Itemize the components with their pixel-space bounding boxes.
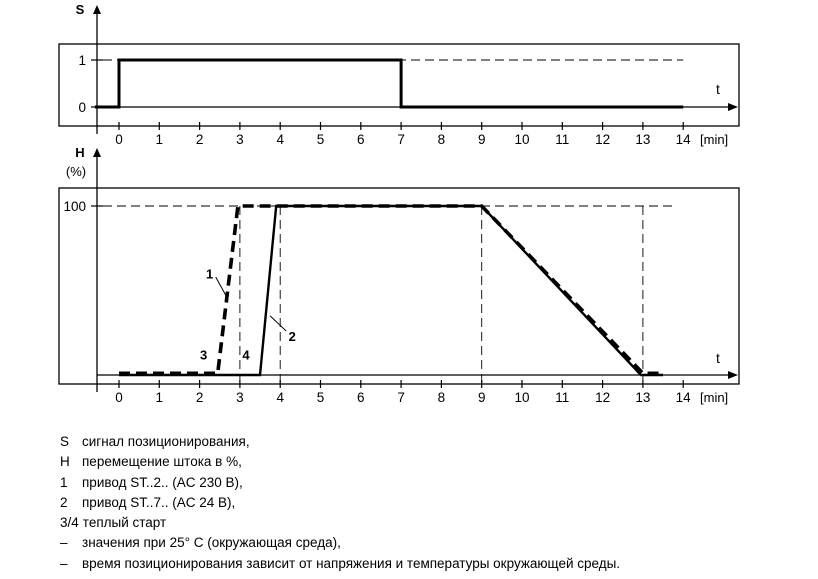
legend-row-note-1 (60, 533, 620, 553)
panel1-x-tick-label: 0 (115, 132, 123, 147)
legend-row-1 (60, 473, 620, 493)
panel2-x-tick-label: 8 (437, 390, 446, 405)
panel2-x-tick-label: 2 (195, 390, 204, 405)
legend-key: S (60, 434, 70, 449)
panel2-y-axis-arrow (93, 148, 101, 157)
panel1-x-unit: [min] (700, 132, 729, 147)
panel1-x-tick-label: 13 (635, 132, 651, 147)
legend-text: сигнал позиционирования, (82, 434, 250, 449)
legend-key: – (60, 535, 68, 551)
legend-key: 3/4 (60, 515, 79, 531)
panel2-x-label: t (716, 350, 720, 366)
panel1-x-tick-label: 12 (595, 132, 611, 147)
panel1-x-tick-label: 6 (357, 132, 365, 147)
panel2-x-tick-label: 6 (357, 390, 365, 405)
panel2-x-tick-label: 9 (477, 390, 486, 405)
legend-text: перемещение штока в %, (82, 454, 242, 470)
panel2-y-label: H (75, 145, 85, 160)
panel1-x-tick-label: 9 (477, 132, 486, 147)
legend-text: теплый старт (82, 515, 167, 531)
panel2-annotation: 3 (200, 347, 208, 363)
panel2-x-tick-label: 12 (595, 390, 611, 405)
legend (60, 432, 620, 574)
legend-text: привод ST..7.. (AC 24 В), (82, 494, 236, 510)
panel2-annotation: 1 (206, 266, 214, 282)
panel2-x-tick-label: 14 (675, 390, 691, 405)
panel2-x-tick-label: 5 (316, 390, 325, 405)
panel1-x-axis-arrow (728, 103, 738, 111)
panel2-x-unit: [min] (700, 390, 729, 405)
panel1-x-tick-label: 14 (675, 132, 691, 147)
legend-text: значения при 25° C (окружающая среда), (82, 535, 341, 551)
panel1-y-label: S (75, 2, 85, 17)
legend-row-s (60, 432, 620, 452)
panel2-y-tick-label: 100 (63, 199, 86, 214)
panel2-x-tick-label: 13 (635, 390, 651, 405)
panel1-frame (59, 44, 739, 126)
panel2-x-tick-label: 11 (555, 390, 570, 405)
panel2-x-tick-label: 3 (236, 390, 244, 405)
legend-key: 2 (60, 494, 68, 510)
panel1-y-axis-arrow (93, 5, 101, 14)
panel2-annotation: 4 (242, 347, 250, 363)
panel2-x-tick-label: 10 (514, 390, 530, 405)
panel2-x-tick-label: 0 (115, 390, 123, 405)
panel2-x-tick-label: 7 (397, 390, 405, 405)
legend-row-h (60, 452, 620, 472)
legend-key: H (60, 454, 70, 470)
panel1-x-tick-label: 10 (514, 132, 530, 147)
panel1-x-tick-label: 3 (236, 132, 244, 147)
panel2-y-unit: (%) (65, 164, 87, 179)
legend-text: время позиционирования зависит от напряжения и температуры окружающей среды. (82, 555, 621, 571)
panel2-frame (59, 188, 739, 384)
panel2-x-tick-label: 1 (155, 390, 164, 405)
legend-key: 1 (60, 474, 68, 490)
panel2-annotation: 2 (288, 329, 296, 345)
panel1-x-tick-label: 4 (276, 132, 284, 147)
panel1-x-tick-label: 5 (316, 132, 325, 147)
legend-text: привод ST..2.. (AC 230 В), (82, 474, 243, 490)
panel1-x-tick-label: 11 (555, 132, 570, 147)
legend-row-2 (60, 493, 620, 513)
panel2-leader-1 (216, 277, 228, 299)
panel1-series-1 (95, 60, 683, 107)
panel1-x-label: t (716, 81, 720, 97)
legend-key: – (60, 555, 68, 571)
panel1-x-tick-label: 7 (397, 132, 405, 147)
legend-row-note-2 (60, 554, 620, 574)
panel2-leader-2 (270, 316, 286, 331)
panel1-x-tick-label: 8 (437, 132, 446, 147)
panel1-y-tick-label: 1 (78, 53, 86, 68)
panel1-x-tick-label: 2 (195, 132, 204, 147)
panel2-x-axis-arrow (728, 371, 738, 379)
legend-row-3-4 (60, 513, 620, 533)
panel2-x-tick-label: 4 (276, 390, 284, 405)
panel1-y-tick-label: 0 (78, 100, 86, 115)
panel1-x-tick-label: 1 (155, 132, 164, 147)
